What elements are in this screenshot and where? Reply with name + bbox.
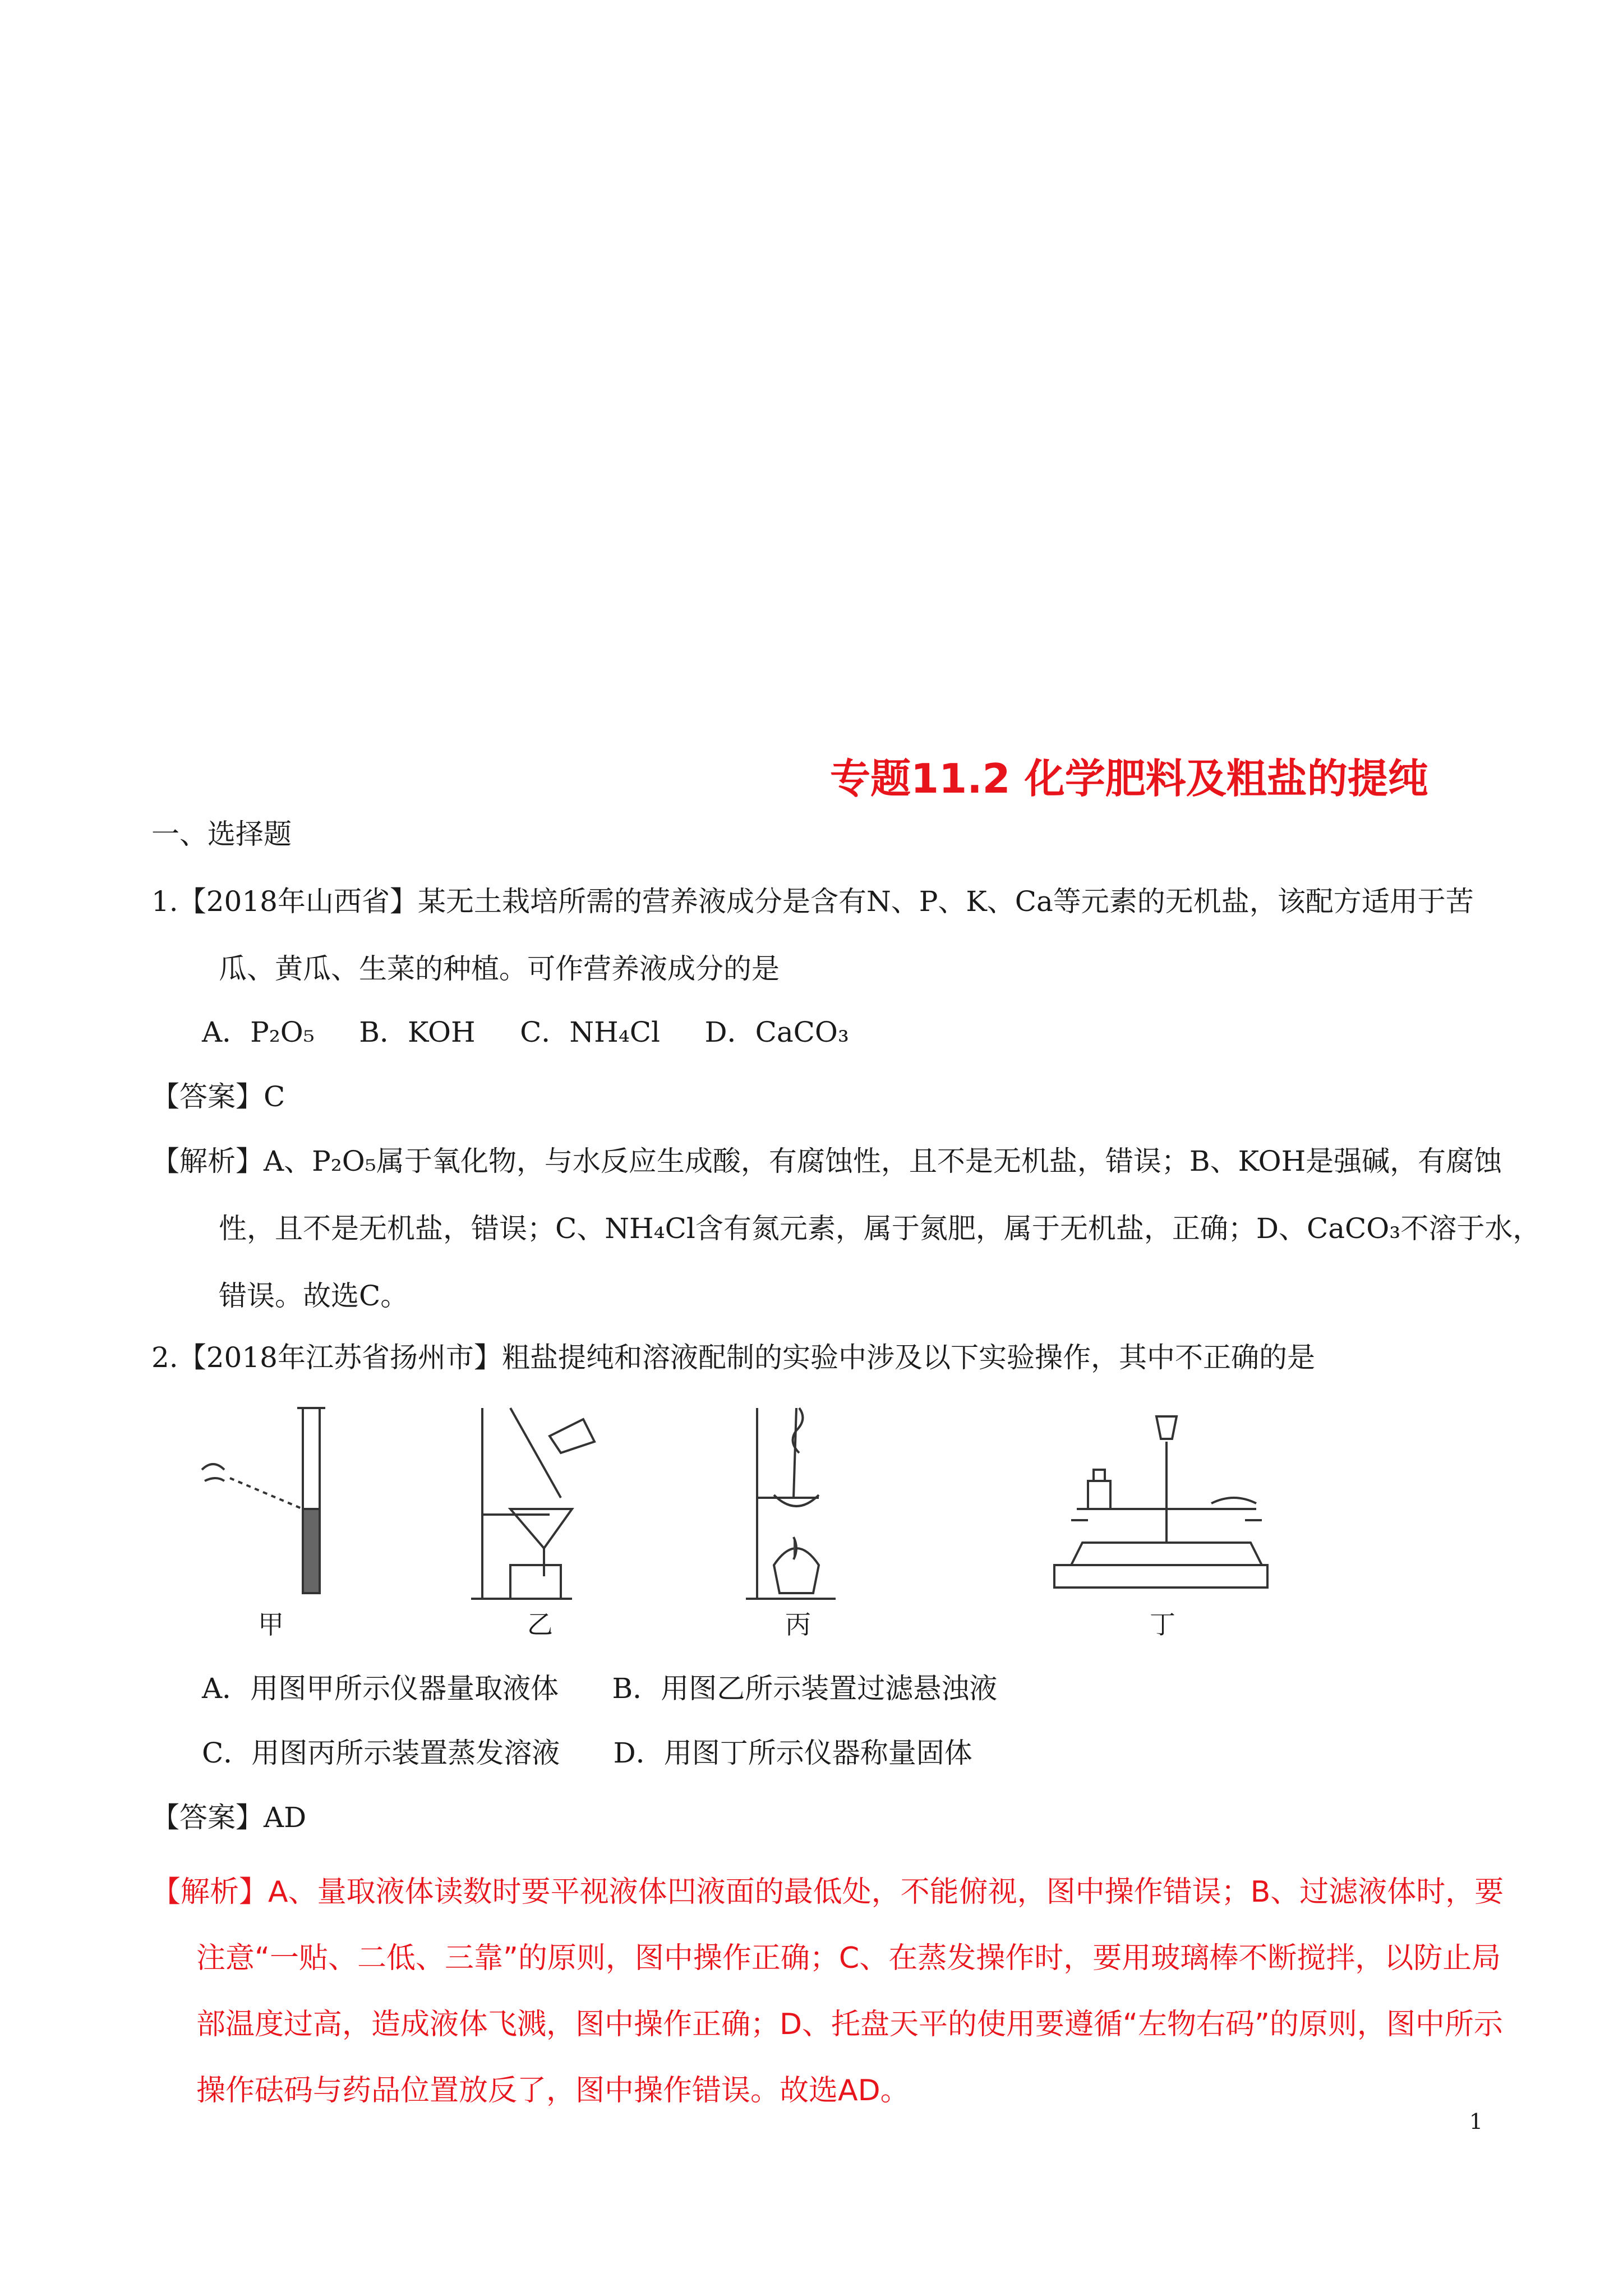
q2-stem: 2.【2018年江苏省扬州市】粗盐提纯和溶液配制的实验中涉及以下实验操作，其中不正确的是 [151,1341,1315,1374]
q2-analysis-line4: 操作砝码与药品位置放反了，图中操作错误。故选AD。 [196,2074,910,2108]
q1-analysis-line1: 【解析】A、P₂O₅属于氧化物，与水反应生成酸，有腐蚀性，且不是无机盐，错误；B、KOH是强碱，有腐蚀 [151,1145,1502,1177]
q1-answer: 【答案】C [151,1080,285,1113]
page-number: 1 [1469,2109,1483,2134]
q2-answer: 【答案】AD [151,1801,307,1834]
q1-stem-line2: 瓜、黄瓜、生菜的种植。可作营养液成分的是 [219,953,780,985]
lab-apparatus-illustration [191,1386,1301,1638]
q2-analysis-line1: 【解析】A、量取液体读数时要平视液体凹液面的最低处，不能俯视，图中操作错误；B、过滤液体时，要 [151,1875,1504,1909]
lab-apparatus-figure [191,1386,1301,1638]
q2-options-ab: A．用图甲所示仪器量取液体 B．用图乙所示装置过滤悬浊液 [202,1672,998,1705]
q1-options: A．P₂O₅ B．KOH C．NH₄Cl D．CaCO₃ [202,1016,849,1048]
q2-options-cd: C．用图丙所示装置蒸发溶液 D．用图丁所示仪器称量固体 [202,1737,972,1769]
q1-stem-line1: 1.【2018年山西省】某无土栽培所需的营养液成分是含有N、P、K、Ca等元素的无机盐，该配方适用于苦 [151,885,1474,918]
figure-label-yi: 乙 [527,1609,553,1640]
q1-analysis-line3: 错误。故选C。 [219,1280,409,1312]
q1-analysis-line2: 性，且不是无机盐，错误；C、NH₄Cl含有氮元素，属于氮肥，属于无机盐，正确；D、CaCO₃不溶于水， [219,1212,1541,1245]
figure-label-ding: 丁 [1150,1609,1175,1640]
q2-analysis-line2: 注意“一贴、二低、三靠”的原则，图中操作正确；C、在蒸发操作时，要用玻璃棒不断搅拌，以防止局 [196,1941,1501,1975]
q2-analysis-line3: 部温度过高，造成液体飞溅，图中操作正确；D、托盘天平的使用要遵循“左物右码”的原则，图中所示 [196,2008,1503,2041]
section-heading: 一、选择题 [151,818,292,850]
figure-label-bing: 丙 [785,1609,811,1640]
figure-label-jia: 甲 [258,1609,284,1640]
page-title: 专题11.2 化学肥料及粗盐的提纯 [830,755,1428,802]
